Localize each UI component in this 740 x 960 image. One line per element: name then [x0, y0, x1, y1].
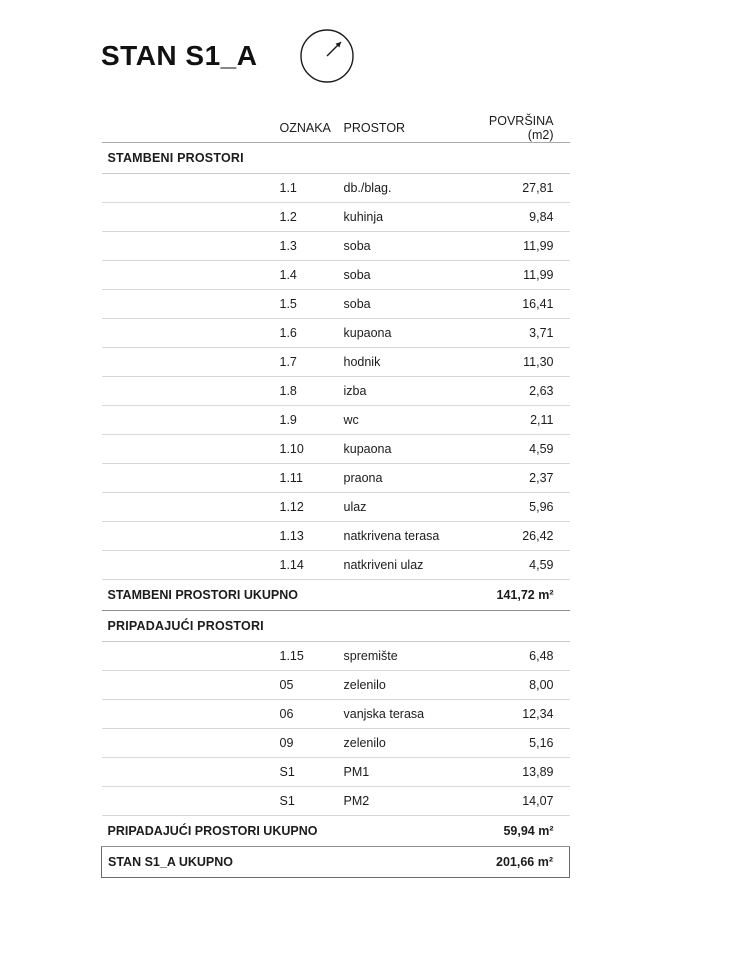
table-row [102, 787, 570, 816]
row-mark: 05 [274, 671, 342, 700]
column-header-blank [102, 114, 274, 143]
row-area-value: 5,16 [470, 729, 570, 758]
row-mark: 1.10 [274, 435, 342, 464]
row-indent [102, 493, 274, 522]
table-row [102, 319, 570, 348]
table-row [102, 174, 570, 203]
row-area-value: 2,11 [470, 406, 570, 435]
row-area-value: 2,63 [470, 377, 570, 406]
row-indent [102, 642, 274, 671]
column-header-room: PROSTOR [342, 114, 470, 143]
column-header-area: POVRŠINA (m2) [470, 114, 570, 143]
row-room-name: kuhinja [342, 203, 470, 232]
row-area-value: 11,30 [470, 348, 570, 377]
grand-total-row [102, 847, 570, 878]
row-mark: S1 [274, 758, 342, 787]
section-title: PRIPADAJUĆI PROSTORI [102, 611, 570, 642]
row-room-name: vanjska terasa [342, 700, 470, 729]
row-room-name: praona [342, 464, 470, 493]
row-mark: 1.13 [274, 522, 342, 551]
table-row [102, 671, 570, 700]
table-row [102, 377, 570, 406]
row-area-value: 9,84 [470, 203, 570, 232]
row-indent [102, 435, 274, 464]
row-mark: 06 [274, 700, 342, 729]
row-mark: 1.5 [274, 290, 342, 319]
table-row [102, 729, 570, 758]
table-row [102, 551, 570, 580]
row-room-name: spremište [342, 642, 470, 671]
row-room-name: wc [342, 406, 470, 435]
table-row [102, 290, 570, 319]
table-row [102, 348, 570, 377]
section-total-value: 59,94 m² [470, 816, 570, 847]
table-row [102, 464, 570, 493]
row-area-value: 27,81 [470, 174, 570, 203]
row-indent [102, 290, 274, 319]
row-mark: 1.7 [274, 348, 342, 377]
row-mark: 1.9 [274, 406, 342, 435]
row-room-name: ulaz [342, 493, 470, 522]
row-room-name: hodnik [342, 348, 470, 377]
row-area-value: 12,34 [470, 700, 570, 729]
section-total-row [102, 816, 570, 847]
row-mark: 1.11 [274, 464, 342, 493]
row-room-name: soba [342, 290, 470, 319]
table-row [102, 522, 570, 551]
row-mark: 1.14 [274, 551, 342, 580]
table-row [102, 232, 570, 261]
row-area-value: 4,59 [470, 551, 570, 580]
row-indent [102, 174, 274, 203]
row-area-value: 2,37 [470, 464, 570, 493]
row-indent [102, 551, 274, 580]
row-area-value: 11,99 [470, 261, 570, 290]
row-room-name: izba [342, 377, 470, 406]
row-mark: 1.8 [274, 377, 342, 406]
row-room-name: PM1 [342, 758, 470, 787]
table-row [102, 493, 570, 522]
north-arrow-compass-icon [299, 28, 355, 84]
row-indent [102, 787, 274, 816]
row-mark: 1.1 [274, 174, 342, 203]
row-indent [102, 377, 274, 406]
row-mark: 1.4 [274, 261, 342, 290]
table-header-row [102, 114, 570, 143]
section-total-value: 141,72 m² [470, 580, 570, 611]
row-indent [102, 671, 274, 700]
row-area-value: 6,48 [470, 642, 570, 671]
row-area-value: 8,00 [470, 671, 570, 700]
row-room-name: natkrivena terasa [342, 522, 470, 551]
row-room-name: kupaona [342, 319, 470, 348]
table-row [102, 203, 570, 232]
row-mark: S1 [274, 787, 342, 816]
page-title: STAN S1_A [101, 40, 258, 71]
column-header-mark: OZNAKA [274, 114, 342, 143]
table-row [102, 435, 570, 464]
row-area-value: 3,71 [470, 319, 570, 348]
section-total-label: STAMBENI PROSTORI UKUPNO [102, 580, 470, 611]
row-room-name: zelenilo [342, 729, 470, 758]
table-row [102, 406, 570, 435]
row-indent [102, 729, 274, 758]
section-total-row [102, 580, 570, 611]
row-room-name: soba [342, 261, 470, 290]
row-indent [102, 203, 274, 232]
row-mark: 1.15 [274, 642, 342, 671]
row-mark: 1.2 [274, 203, 342, 232]
table-row [102, 261, 570, 290]
row-area-value: 5,96 [470, 493, 570, 522]
row-area-value: 26,42 [470, 522, 570, 551]
area-schedule-table [101, 114, 569, 878]
row-area-value: 13,89 [470, 758, 570, 787]
row-mark: 1.12 [274, 493, 342, 522]
section-title: STAMBENI PROSTORI [102, 143, 570, 174]
section-header-row [102, 143, 570, 174]
row-indent [102, 406, 274, 435]
row-area-value: 16,41 [470, 290, 570, 319]
row-room-name: kupaona [342, 435, 470, 464]
grand-total-label: STAN S1_A UKUPNO [102, 847, 470, 878]
row-indent [102, 261, 274, 290]
row-area-value: 11,99 [470, 232, 570, 261]
row-room-name: natkriveni ulaz [342, 551, 470, 580]
row-mark: 09 [274, 729, 342, 758]
row-indent [102, 464, 274, 493]
table-row [102, 758, 570, 787]
section-header-row [102, 611, 570, 642]
section-total-label: PRIPADAJUĆI PROSTORI UKUPNO [102, 816, 470, 847]
row-room-name: zelenilo [342, 671, 470, 700]
row-indent [102, 232, 274, 261]
row-room-name: PM2 [342, 787, 470, 816]
grand-total-value: 201,66 m² [470, 847, 570, 878]
row-indent [102, 758, 274, 787]
row-indent [102, 348, 274, 377]
table-row [102, 642, 570, 671]
row-room-name: db./blag. [342, 174, 470, 203]
row-area-value: 4,59 [470, 435, 570, 464]
row-indent [102, 522, 274, 551]
row-indent [102, 700, 274, 729]
title-block [101, 28, 355, 84]
row-indent [102, 319, 274, 348]
row-mark: 1.3 [274, 232, 342, 261]
row-area-value: 14,07 [470, 787, 570, 816]
table-row [102, 700, 570, 729]
row-room-name: soba [342, 232, 470, 261]
row-mark: 1.6 [274, 319, 342, 348]
